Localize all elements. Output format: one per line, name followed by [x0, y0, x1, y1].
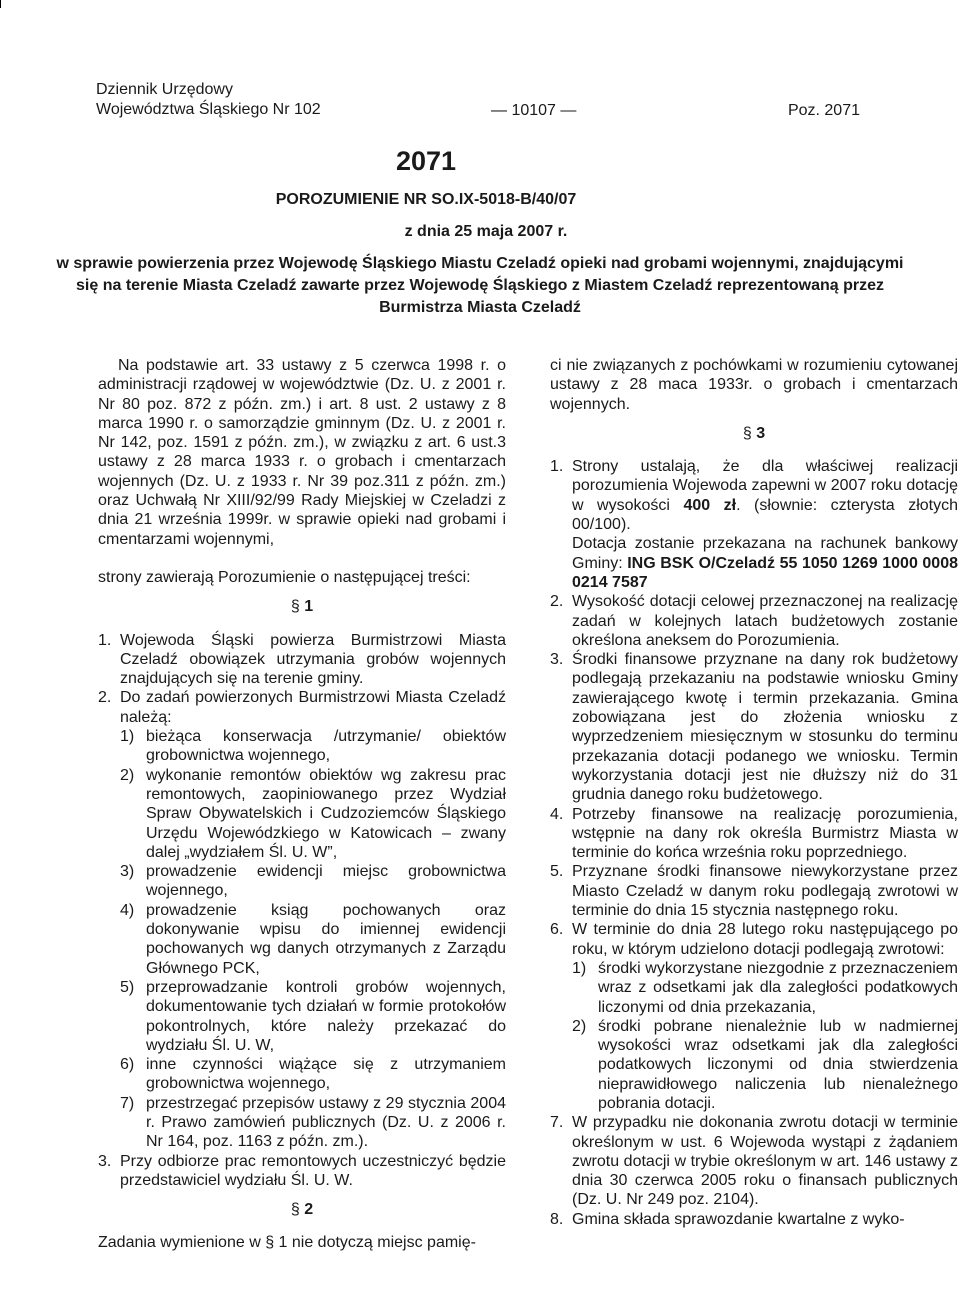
item-number: 6.: [550, 921, 564, 939]
item-text: [572, 457, 958, 534]
bank-intro: Dotacja zostanie przekazana na rachunek bankowy Gminy:: [572, 535, 958, 572]
item-text: Do zadań powierzonych Burmistrzowi Miasta Czeladź należą:: [120, 689, 506, 726]
sub-item-number: 7): [120, 1094, 135, 1112]
sub-item: [120, 1055, 506, 1094]
section-number: 2: [304, 1201, 314, 1219]
sub-item-number: 4): [120, 901, 135, 919]
page-header: [96, 80, 860, 124]
page-corner-mark: [0, 0, 4, 8]
item-text-part: . (słownie: czterysta złotych 00/100).: [572, 496, 958, 534]
left-column: [98, 356, 506, 1253]
list-item: [98, 1152, 506, 1191]
sub-item-text: środki wykorzystane niezgodnie z przeznaczeniem wraz z odsetkami jak dla zaległości podatkowych liczonymi od dnia przekazania,: [598, 959, 958, 1016]
item-text-part: Termin wykorzystania dotacji jest nie dłuższy niż do 31 grudnia danego roku budżetowego.: [572, 747, 959, 804]
bank-account: ING BSK O/Czeladź 55 1050 1269 1000 0008 0214 7587: [572, 554, 958, 591]
item-text: Wojewoda Śląski powierza Burmistrzowi Miasta Czeladź obowiązek utrzymania grobów wojennych znajdujących się na terenie gminy.: [120, 631, 506, 688]
sub-item-text: bieżąca konserwacja /utrzymanie/ obiektów grobownictwa wojennego,: [146, 728, 506, 765]
preamble: Na podstawie art. 33 ustawy z 5 czerwca 1998 r. o administracji rządowej w województwie (Dz. U. z 2001 r. Nr 80 poz. 872 z późn. zm.) i art. 8 ust. 2 ustawy z 8 marca 1990 r. o samorządzie gminnym (Dz. U. z 2001 r. Nr 142, poz. 1591 z późn. zm.), w związku z art. 6 ust.3 ustawy z 28 marca 1933 r. o grobach i cmentarzach wojennych (Dz. U. z 1933 r. Nr 39 poz.311 z późn. zm.) oraz Uchwałą Nr XIII/92/99 Rady Miejskiej w Czeladzi z dnia 21 września 1999r. w sprawie opieki nad grobami i cmentarzami wojennymi,: [98, 357, 506, 548]
sub-item: [120, 766, 506, 862]
sub-item-text: przestrzegać przepisów ustawy z 29 stycznia 2004 r. Prawo zamówień publicznych (Dz. U. z 2006 r. Nr 164, poz. 1163 z późn. zm.).: [146, 1094, 506, 1151]
section-3-heading: [550, 424, 958, 443]
document-number: 2071: [395, 146, 457, 176]
list-item: [550, 862, 958, 920]
section-sign: §: [742, 424, 752, 442]
item-number: 2.: [98, 689, 112, 707]
section-number: 3: [756, 424, 766, 442]
item-number: 2.: [550, 593, 564, 611]
item-number: 3.: [98, 1152, 112, 1170]
item-text: Gmina składa sprawozdanie kwartalne z wyko-: [572, 1210, 905, 1228]
item-text: W terminie do dnia 28 lutego roku następującego po roku, w którym udzielono dotacji podlegają zwrotowi:: [572, 921, 958, 958]
bank-account-paragraph: [572, 534, 958, 592]
document-date: z dnia 25 maja 2007 r.: [404, 223, 568, 240]
list-item: [550, 592, 958, 650]
list-item: [550, 1210, 958, 1229]
sub-item-number: 3): [120, 863, 135, 881]
sub-item: [572, 959, 958, 1017]
dotation-amount: 400 zł: [683, 496, 737, 514]
sub-item-number: 1): [572, 959, 587, 977]
section-1-heading: [98, 597, 506, 616]
list-item: [550, 457, 958, 534]
item-text: Potrzeby finansowe na realizację porozumienia, wstępnie na dany rok określa Burmistrz Miasta w terminie do końca września roku poprzedniego.: [572, 805, 958, 862]
list-item: [550, 920, 958, 959]
sub-item-text: wykonanie remontów obiektów wg zakresu prac remontowych, zaopiniowanego przez Wydział Spraw Obywatelskich i Cudzoziemców Śląskiego Urzędu Wojewódzkiego w Katowicach – zwany dalej „wydziałem Śl. U. W”,: [146, 766, 506, 861]
item-text-part: Środki finansowe przyznane na dany rok budżetowy podlegają przekazaniu na podstawie wniosku Gminy zawierającego kwotę i termin przekazania.: [572, 651, 958, 707]
sub-item: [120, 978, 506, 1055]
parties-statement: strony zawierają Porozumienie o następującej treści:: [98, 568, 471, 586]
sub-item-number: 1): [120, 728, 135, 746]
journal-line-1: Dziennik Urzędowy: [96, 81, 233, 98]
sub-item-text: przeprowadzanie kontroli grobów wojennych, dokumentowanie tych działań w formie protokołów pokontrolnych, które należy przekazać do wydziału Śl. U. W,: [146, 978, 506, 1054]
sub-item-text: prowadzenie ewidencji miejsc grobownictwa wojennego,: [146, 863, 506, 900]
section-2-heading: [98, 1200, 506, 1219]
item-text-part: Strony ustalają, że dla właściwej realizacji porozumienia Wojewoda zapewni w 2007 roku dotację w wysokości: [572, 458, 958, 514]
section-sign: §: [290, 598, 300, 616]
item-text: [572, 650, 958, 804]
sub-item-text: środki pobrane nienależnie lub w nadmiernej wysokości wraz odsetkami jak dla zaległości podatkowych liczonymi od dnia stwierdzenia nieprawidłowego naliczenia lub nienależnego pobrania dotacji.: [598, 1017, 958, 1112]
section-sign: §: [290, 1201, 300, 1219]
sub-item: [120, 727, 506, 766]
sub-item-number: 5): [120, 978, 135, 996]
item-text-part: Gmina zobowiązana jest do złożenia wniosku z wyprzedzeniem miesięcznym w stosunku do terminu przekazania dotacji podanego we wniosku.: [572, 689, 958, 765]
item-number: 1.: [98, 631, 112, 649]
item-text: Przy odbiorze prac remontowych uczestniczyć będzie przedstawiciel wydziału Śl. U. W.: [120, 1152, 506, 1189]
sub-item-text: prowadzenie ksiąg pochowanych oraz dokonywanie wpisu do imiennej ewidencji pochowanych wg danych otrzymanych z Zarządu Głównego PCK,: [146, 901, 506, 977]
sub-item: [120, 1094, 506, 1152]
item-number: 8.: [550, 1210, 564, 1228]
document-title: POROZUMIENIE NR SO.IX-5018-B/40/07: [275, 191, 577, 208]
item-number: 3.: [550, 651, 564, 669]
list-item: [550, 1113, 958, 1209]
continued-text: ci nie związanych z pochówkami w rozumieniu cytowanej ustawy z 28 maca 1933r. o grobach i cmentarzach wojennych.: [550, 357, 958, 413]
item-number: 4.: [550, 805, 564, 823]
item-number: 1.: [550, 458, 564, 476]
document-subject: w sprawie powierzenia przez Wojewodę Śląskiego Miastu Czeladź opieki nad grobami wojennymi, znajdującymi się na terenie Miasta Czeladź zawarte przez Wojewodę Śląskiego z Miastem Czeladź reprezentowaną przez Burmistrza Miasta Czeladź: [56, 255, 904, 316]
list-item: [98, 688, 506, 727]
journal-line-2: Województwa Śląskiego Nr 102: [96, 101, 321, 118]
item-text: W przypadku nie dokonania zwrotu dotacji w terminie określonym w ust. 6 Wojewoda wystąpi z żądaniem zwrotu dotacji w trybie określonym w art. 146 ustawy z dnia 30 czerwca 2005 roku o finansach publicznych (Dz. U. Nr 249 poz. 2104).: [572, 1114, 958, 1209]
sub-item: [120, 901, 506, 978]
section-number: 1: [304, 598, 314, 616]
sub-item: [572, 1017, 958, 1113]
sub-item-text: inne czynności wiążące się z utrzymaniem grobownictwa wojennego,: [146, 1056, 506, 1093]
position-number: Poz. 2071: [787, 102, 860, 119]
item-number: 5.: [550, 863, 564, 881]
page-number: — 10107 —: [491, 102, 577, 119]
journal-name: [96, 80, 321, 120]
item-number: 7.: [550, 1114, 564, 1132]
section-2-text: Zadania wymienione w § 1 nie dotyczą miejsc pamię-: [98, 1234, 476, 1252]
document-title-block: [56, 146, 956, 319]
item-text: Przyznane środki finansowe niewykorzystane przez Miasto Czeladź w danym roku podlegają zwrotowi w terminie do dnia 15 stycznia następnego roku.: [572, 863, 958, 920]
list-item: [550, 650, 958, 804]
sub-item-number: 6): [120, 1056, 135, 1074]
list-item: [98, 631, 506, 689]
item-text: Wysokość dotacji celowej przeznaczonej na realizację zadań w kolejnych latach budżetowych zostanie określona aneksem do Porozumienia.: [572, 593, 958, 649]
sub-item-number: 2): [572, 1017, 587, 1035]
sub-item: [120, 862, 506, 901]
sub-item-number: 2): [120, 766, 135, 784]
list-item: [550, 805, 958, 863]
right-column: [550, 356, 958, 1229]
